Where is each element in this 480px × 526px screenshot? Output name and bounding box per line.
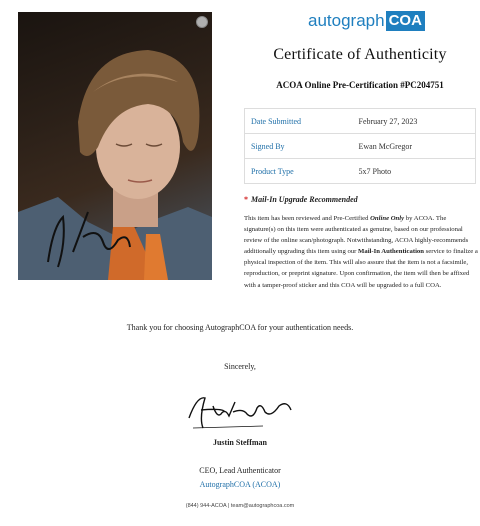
detail-label: Date Submitted [245,109,353,134]
upgrade-text-1: This item has been reviewed and Pre-Certified [244,215,371,222]
ceo-signature [183,388,297,434]
upgrade-text-3: service to finalize a physical inspection of the item. This will also assure that the item is not a facsimile, reproduction, or preprint signature. Upon confirmation, the item will then be affixed with a tamper-proof sticker and this COA will be upgraded to a full COA. [244,248,478,289]
details-table [244,108,476,184]
upgrade-emphasis-1: Online Only [370,215,405,222]
detail-label: Signed By [245,134,353,159]
logo-box: COA [386,11,425,31]
photo-illustration [18,12,212,280]
upgrade-emphasis-2: Mail-In Authentication [358,248,424,256]
table-row [245,159,476,184]
upgrade-text-2: by ACOA. The signature(s) on this item were authenticated as genuine, based on our professional review of the online scan/photograph. Notwithstanding, ACOA highly-recommends additionally upgrading this item using our [244,215,469,256]
table-row [245,109,476,134]
thank-you-line: Thank you for choosing AutographCOA for your authentication needs. [126,323,354,332]
signer-organization: AutographCOA (ACOA) [199,480,281,489]
brand-logo [308,10,425,32]
logo-text: autograph [308,11,385,30]
certificate-title: Certificate of Authenticity [273,46,447,63]
upgrade-description [244,213,478,291]
signer-name: Justin Steffman [212,438,267,447]
detail-value: February 27, 2023 [353,109,476,134]
detail-value: Ewan McGregor [353,134,476,159]
certificate-subtitle: ACOA Online Pre-Certification #PC204751 [276,80,444,90]
hologram-sticker-icon [196,16,208,28]
upgrade-heading [244,195,358,204]
required-star-icon: * [244,195,248,204]
autographed-photo [18,12,212,280]
upgrade-heading-text: Mail-In Upgrade Recommended [251,195,358,204]
sincerely-line: Sincerely, [224,362,256,371]
detail-value: 5x7 Photo [353,159,476,184]
contact-footer: (844) 944-ACOA | team@autographcoa.com [185,503,295,509]
table-row [245,134,476,159]
signer-role: CEO, Lead Authenticator [199,466,281,475]
detail-label: Product Type [245,159,353,184]
